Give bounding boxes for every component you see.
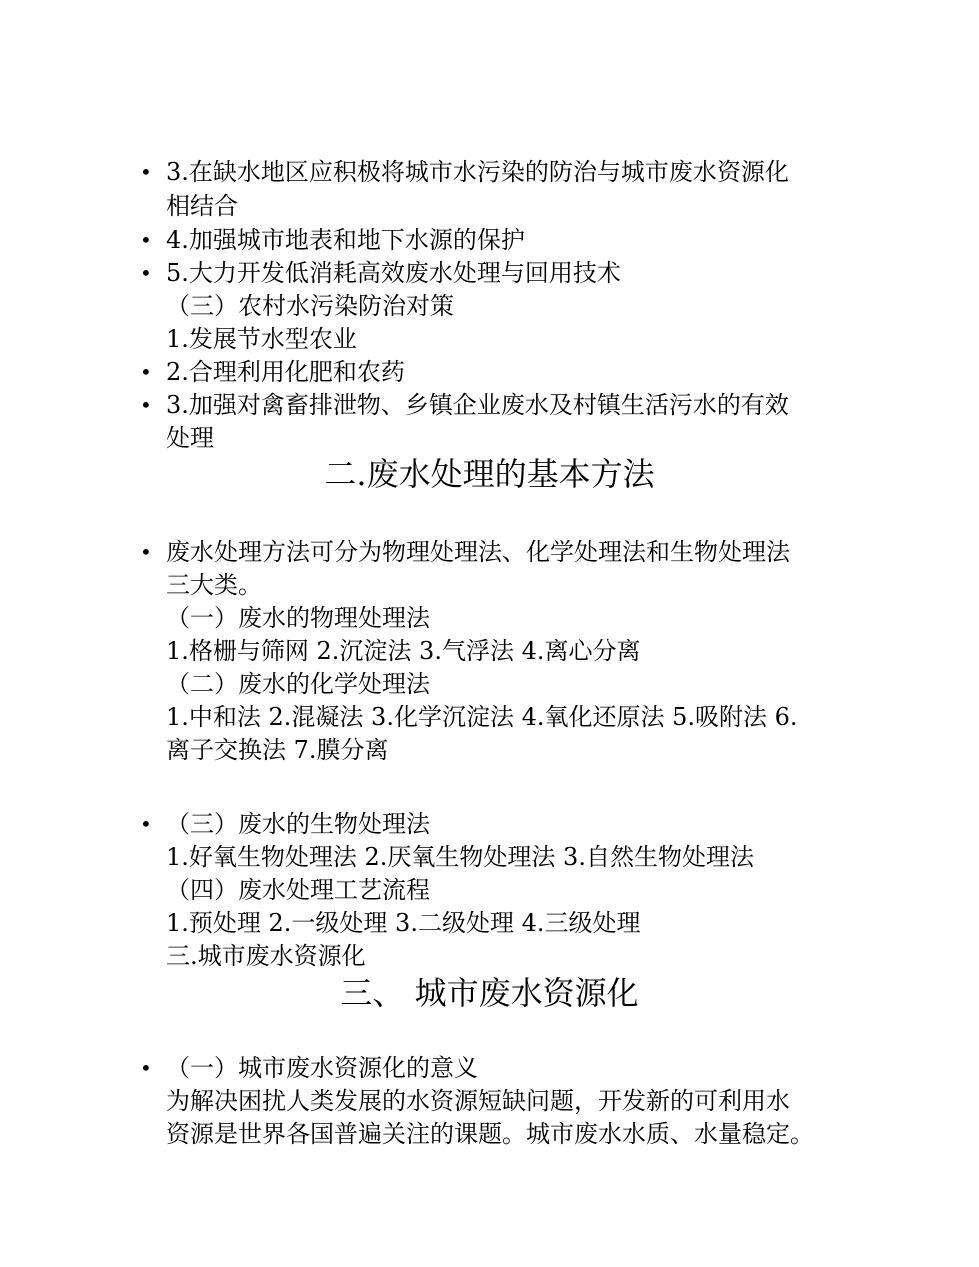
text-line: 3.加强对禽畜排泄物、乡镇企业废水及村镇生活污水的有效	[166, 391, 789, 419]
subsection-title: （四）废水处理工艺流程	[166, 876, 430, 904]
text-line: 1.中和法 2.混凝法 3.化学沉淀法 4.氧化还原法 5.吸附法 6.	[166, 703, 798, 731]
text-line: 三.城市废水资源化	[166, 942, 366, 970]
bullet: •	[140, 160, 152, 184]
text-line: 1.发展节水型农业	[166, 325, 357, 353]
bullet: •	[140, 540, 152, 564]
text-line: 处理	[166, 424, 214, 452]
text-line: 资源是世界各国普遍关注的课题。城市废水水质、水量稳定。	[166, 1120, 814, 1148]
text-line: 1.格栅与筛网 2.沉淀法 3.气浮法 4.离心分离	[166, 637, 641, 665]
text-line: 4.加强城市地表和地下水源的保护	[166, 226, 525, 254]
subsection-title: （三）农村水污染防治对策	[166, 292, 454, 320]
bullet: •	[140, 393, 152, 417]
text-line: 1.预处理 2.一级处理 3.二级处理 4.三级处理	[166, 909, 641, 937]
section-heading: 三、 城市废水资源化	[340, 974, 639, 1012]
text-line: 为解决困扰人类发展的水资源短缺问题，开发新的可利用水	[166, 1087, 790, 1115]
bullet: •	[140, 1056, 152, 1080]
text-line: 废水处理方法可分为物理处理法、化学处理法和生物处理法	[166, 538, 790, 566]
subsection-title: （二）废水的化学处理法	[166, 670, 430, 698]
bullet: •	[140, 360, 152, 384]
text-line: 3.在缺水地区应积极将城市水污染的防治与城市废水资源化	[166, 158, 789, 186]
text-line: 三大类。	[166, 571, 262, 599]
text-line: 5.大力开发低消耗高效废水处理与回用技术	[166, 259, 621, 287]
text-line: 离子交换法 7.膜分离	[166, 736, 389, 764]
section-heading: 二.废水处理的基本方法	[324, 455, 655, 493]
text-line: 相结合	[166, 192, 238, 220]
subsection-title: （一）废水的物理处理法	[166, 604, 430, 632]
text-line: 2.合理利用化肥和农药	[166, 358, 405, 386]
bullet: •	[140, 812, 152, 836]
bullet: •	[140, 261, 152, 285]
bullet: •	[140, 228, 152, 252]
subsection-title: （一）城市废水资源化的意义	[166, 1054, 478, 1082]
text-line: 1.好氧生物处理法 2.厌氧生物处理法 3.自然生物处理法	[166, 843, 754, 871]
subsection-title: （三）废水的生物处理法	[166, 810, 430, 838]
